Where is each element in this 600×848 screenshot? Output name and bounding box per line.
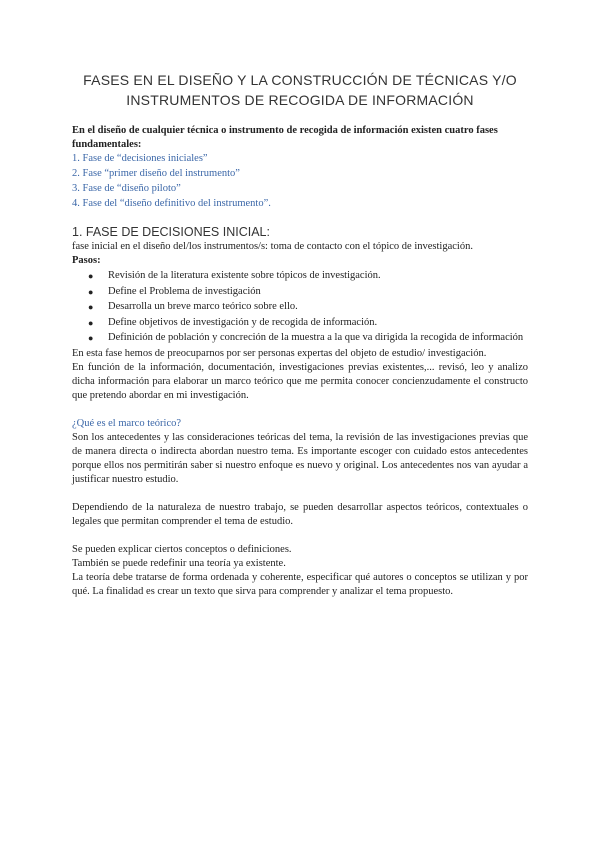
bullet-icon: ● [88,333,94,343]
paragraph: Son los antecedentes y las consideraciones teóricas del tema, la revisión de las investigaciones previas que de manera directa o indirecta abordan nuestro tema. Es importante escoger con cuidado estos antecedentes porque ellos nos permitirán saber si nuestro enfoque es nuevo y original. Los antecedentes nos van ayudar a justificar nuestro estudio. [72,431,528,485]
intro-text: En el diseño de cualquier técnica o instrumento de recogida de información existen cuatro fases fundamentales: [72,125,498,150]
section-description: fase inicial en el diseño del/los instrumentos/s: toma de contacto con el tópico de investigación. [72,241,473,252]
paragraph: En esta fase hemos de preocuparnos por ser personas expertas del objeto de estudio/ investigación. [72,347,487,359]
section-heading: 1. FASE DE DECISIONES INICIAL: [72,225,270,239]
phase-item: 4. Fase del “diseño definitivo del instrumento”. [72,198,271,209]
steps-list [72,269,528,346]
phase-list [72,151,528,211]
phase-item: 3. Fase de “diseño piloto” [72,183,181,194]
marco-question: ¿Qué es el marco teórico? [72,417,182,429]
paragraph: Dependiendo de la naturaleza de nuestro trabajo, se pueden desarrollar aspectos teóricos, contextuales o legales que permitan comprender el tema de estudio. [72,501,528,527]
paragraph: En función de la información, documentación, investigaciones previas existentes,... revisó, leo y analizo dicha información para elaborar un marco teórico que me permita conocer concienzudamente el constructo que pretendo abordar en mi investigación. [72,361,528,401]
phase-item: 2. Fase “primer diseño del instrumento” [72,168,240,179]
step-item: ● Define objetivos de investigación y de recogida de información. [108,316,528,331]
paragraph: Se pueden explicar ciertos conceptos o definiciones. [72,543,292,555]
phase-item: 1. Fase de “decisiones iniciales” [72,153,208,164]
bullet-icon: ● [88,286,94,297]
paragraph: La teoría debe tratarse de forma ordenada y coherente, especificar qué autores o conceptos se utilizan y por qué. La finalidad es crear un texto que sirva para comprender y analizar el tema propuesto. [72,571,528,597]
bullet-icon: ● [88,317,94,328]
step-item: ● Revisión de la literatura existente sobre tópicos de investigación. [108,269,528,284]
steps-label: Pasos: [72,255,101,266]
step-item: ● Define el Problema de investigación [108,285,528,300]
bullet-icon: ● [88,302,94,312]
document-page [72,70,528,599]
step-item: ● Desarrolla un breve marco teórico sobre ello. [108,300,528,315]
document-title: FASES EN EL DISEÑO Y LA CONSTRUCCIÓN DE TÉCNICAS Y/O INSTRUMENTOS DE RECOGIDA DE INFORMACIÓN [83,72,517,108]
bullet-icon: ● [88,271,94,281]
paragraph: También se puede redefinir una teoría ya existente. [72,557,286,569]
step-item: ● Definición de población y concreción de la muestra a la que va dirigida la recogida de información [108,331,528,346]
